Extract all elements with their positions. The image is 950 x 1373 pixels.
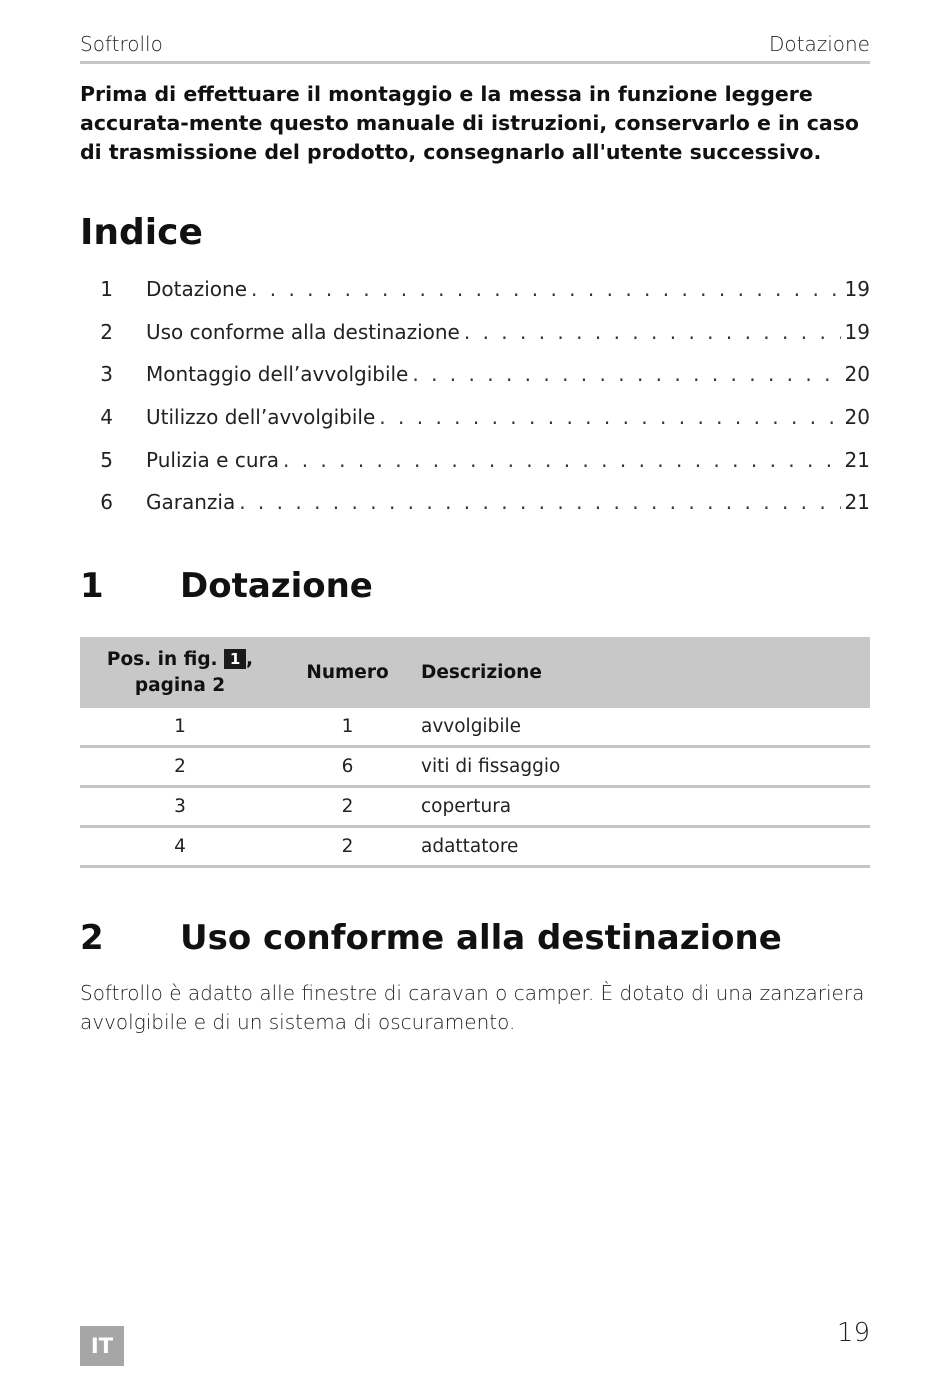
figure-reference-badge: 1 xyxy=(224,649,246,669)
cell-description: viti di fissaggio xyxy=(421,756,561,777)
section-title: Dotazione xyxy=(180,566,373,606)
intended-use-paragraph: Softrollo è adatto alle finestre di caravan o camper. È dotato di una zanzariera avvolgibile e di un sistema di oscuramento. xyxy=(80,981,865,1034)
toc-entry-number: 4 xyxy=(100,405,113,430)
section-number: 2 xyxy=(80,918,104,958)
index-heading: Indice xyxy=(80,212,203,253)
toc-entry-page: 19 xyxy=(844,319,870,344)
toc-entry[interactable] xyxy=(80,353,870,396)
toc-entry-title: Garanzia xyxy=(146,490,236,515)
language-badge: IT xyxy=(80,1326,124,1366)
cell-description: avvolgibile xyxy=(421,716,521,737)
section-title: Uso conforme alla destinazione xyxy=(180,918,782,958)
cell-position: 1 xyxy=(174,716,186,737)
toc-entry-page: 20 xyxy=(844,405,870,430)
toc-entry-title: Dotazione xyxy=(146,277,248,302)
column-header-position xyxy=(80,647,280,699)
cell-position: 3 xyxy=(174,796,186,817)
column-header-description: Descrizione xyxy=(421,662,542,683)
section-number: 1 xyxy=(80,566,104,606)
page-number: 19 xyxy=(836,1318,870,1348)
toc-leader-dots xyxy=(239,490,840,514)
cell-position: 2 xyxy=(174,756,186,777)
table-of-contents xyxy=(80,268,870,524)
toc-entry[interactable] xyxy=(80,396,870,439)
table-row xyxy=(80,828,870,868)
table-header-row xyxy=(80,637,870,708)
toc-leader-dots xyxy=(464,320,841,344)
toc-entry-page: 19 xyxy=(844,277,870,302)
toc-entry-number: 5 xyxy=(100,447,113,472)
toc-entry[interactable] xyxy=(80,311,870,354)
intro-warning: Prima di effettuare il montaggio e la messa in funzione leggere accurata-mente questo manuale di istruzioni, conservarlo e in caso di trasmissione del prodotto, consegnarlo all'utente successivo. xyxy=(80,82,860,164)
page-header xyxy=(80,32,870,64)
cell-count: 6 xyxy=(341,756,354,777)
pos-header-prefix: Pos. in fig. xyxy=(106,648,218,670)
toc-leader-dots xyxy=(412,362,840,386)
toc-entry-page: 21 xyxy=(844,490,870,515)
toc-leader-dots xyxy=(251,277,841,301)
cell-count: 1 xyxy=(341,716,354,737)
toc-entry-title: Pulizia e cura xyxy=(146,447,279,472)
cell-count: 2 xyxy=(341,836,354,857)
header-product-name: Softrollo xyxy=(80,32,163,56)
header-section-name: Dotazione xyxy=(768,32,870,56)
toc-entry-page: 21 xyxy=(844,447,870,472)
toc-entry[interactable] xyxy=(80,438,870,481)
toc-entry[interactable] xyxy=(80,481,870,524)
toc-entry-title: Montaggio dell’avvolgibile xyxy=(146,362,409,387)
toc-entry-page: 20 xyxy=(844,362,870,387)
pos-header-line2: pagina 2 xyxy=(134,674,226,696)
cell-description: adattatore xyxy=(421,836,519,857)
pos-header-suffix: , xyxy=(246,648,254,670)
table-row xyxy=(80,708,870,748)
contents-table xyxy=(80,637,870,868)
toc-entry-title: Utilizzo dell’avvolgibile xyxy=(146,405,376,430)
toc-leader-dots xyxy=(283,448,841,472)
toc-leader-dots xyxy=(379,405,840,429)
toc-entry-title: Uso conforme alla destinazione xyxy=(146,319,460,344)
cell-description: copertura xyxy=(421,796,512,817)
section-heading-dotazione xyxy=(80,566,373,606)
toc-entry-number: 2 xyxy=(100,319,113,344)
toc-entry[interactable] xyxy=(80,268,870,311)
column-header-count: Numero xyxy=(306,662,389,683)
cell-count: 2 xyxy=(341,796,354,817)
toc-entry-number: 3 xyxy=(100,362,113,387)
table-row xyxy=(80,788,870,828)
cell-position: 4 xyxy=(174,836,186,857)
toc-entry-number: 1 xyxy=(100,277,113,302)
section-heading-uso-conforme xyxy=(80,918,782,958)
toc-entry-number: 6 xyxy=(100,490,113,515)
table-row xyxy=(80,748,870,788)
